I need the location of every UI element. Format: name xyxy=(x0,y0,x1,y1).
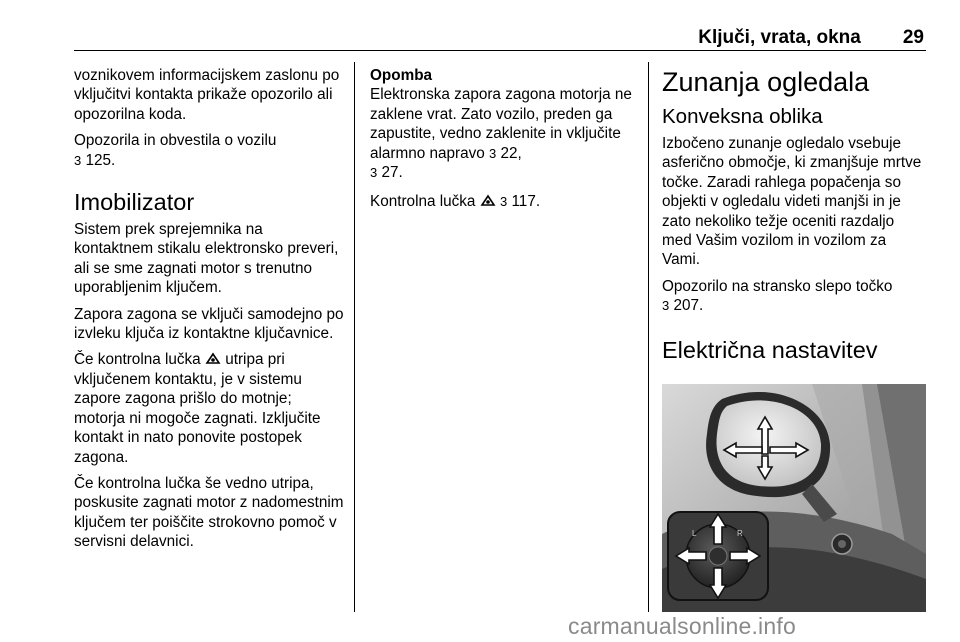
watermark: carmanualsonline.info xyxy=(568,613,796,639)
subsection-heading-elektricna-nastavitev: Električna nastavitev xyxy=(662,336,878,363)
column-1 xyxy=(74,66,346,559)
paragraph: Izbočeno zunanje ogledalo vsebuje asferično območje, ki zmanjšuje mrtve točke. Zaradi rahlega popačenja so objekti v ogledalu videti manjši in je zato nekoliko težje oceniti razdaljo med Vašim vozilom in vozilom za Vami. xyxy=(662,135,922,269)
svg-text:R: R xyxy=(737,528,743,538)
page-reference-arrow-icon: 3 xyxy=(74,152,82,168)
note-block xyxy=(370,66,634,182)
note-text: Elektronska zapora zagona motorja ne zaklene vrat. Zato vozilo, preden ga zapustite, vedno zaklenite in vključite alarmno napravo xyxy=(370,86,632,162)
immobilizer-key-icon xyxy=(205,352,221,364)
page-reference[interactable]: 22, xyxy=(500,144,522,162)
page-reference-arrow-icon: 3 xyxy=(489,145,497,161)
paragraph: Zapora zagona se vključi samodejno po izvleku ključa iz kontaktne ključavnice. xyxy=(74,305,344,343)
paragraph xyxy=(74,350,346,466)
paragraph-text: utripa pri vključenem kontaktu, je v sistemu zapore zagona prišlo do motnje; motorja ni mogoče zagnati. Izključite kontakt in nato ponovite postopek zagona. xyxy=(74,351,321,466)
header-rule xyxy=(74,50,926,51)
paragraph-text: Opozorila in obvestila o vozilu xyxy=(74,132,277,150)
header-title: Ključi, vrata, okna xyxy=(698,27,861,48)
paragraph: Če kontrolna lučka še vedno utripa, poskusite zagnati motor z nadomestnim ključem ter poiščite strokovno pomoč v servisni delavnici. xyxy=(74,474,344,551)
page-header xyxy=(698,27,924,49)
paragraph: Sistem prek sprejemnika na kontaktnem stikalu elektronsko preveri, ali se sme zagnati motor s trenutno uporabljenim ključem. xyxy=(74,221,339,297)
mirror-adjustment-photo xyxy=(662,384,926,612)
mirror-adjustment-illustration xyxy=(662,384,926,612)
page-reference[interactable]: 207. xyxy=(673,297,704,315)
paragraph xyxy=(370,192,634,211)
paragraph-text: Kontrolna lučka xyxy=(370,193,476,211)
paragraph xyxy=(74,131,346,170)
note-title: Opomba xyxy=(370,67,433,84)
svg-text:L: L xyxy=(692,528,697,538)
section-heading-imobilizator: Imobilizator xyxy=(74,189,195,216)
column-3 xyxy=(662,66,928,612)
column-2 xyxy=(370,66,634,219)
column-divider-1 xyxy=(354,62,355,612)
page-reference[interactable]: 27. xyxy=(381,164,403,182)
paragraph xyxy=(662,277,928,316)
section-heading-zunanja-ogledala: Zunanja ogledala xyxy=(662,67,870,97)
paragraph-text: Opozorilo na stransko slepo točko xyxy=(662,277,893,295)
page-reference-arrow-icon: 3 xyxy=(370,165,378,181)
subsection-heading-konveksna-oblika: Konveksna oblika xyxy=(662,105,823,128)
column-divider-2 xyxy=(648,62,649,612)
paragraph-text: Če kontrolna lučka xyxy=(74,351,201,369)
paragraph: voznikovem informacijskem zaslonu po vključitvi kontakta prikaže opozorilo ali opozorilna koda. xyxy=(74,67,340,123)
page-reference[interactable]: 125. xyxy=(85,151,116,169)
page-reference-arrow-icon: 3 xyxy=(662,298,670,314)
page-reference[interactable]: 117. xyxy=(511,193,541,211)
page-reference-arrow-icon: 3 xyxy=(499,194,508,210)
immobilizer-key-icon xyxy=(480,194,496,206)
page-number: 29 xyxy=(902,27,924,48)
